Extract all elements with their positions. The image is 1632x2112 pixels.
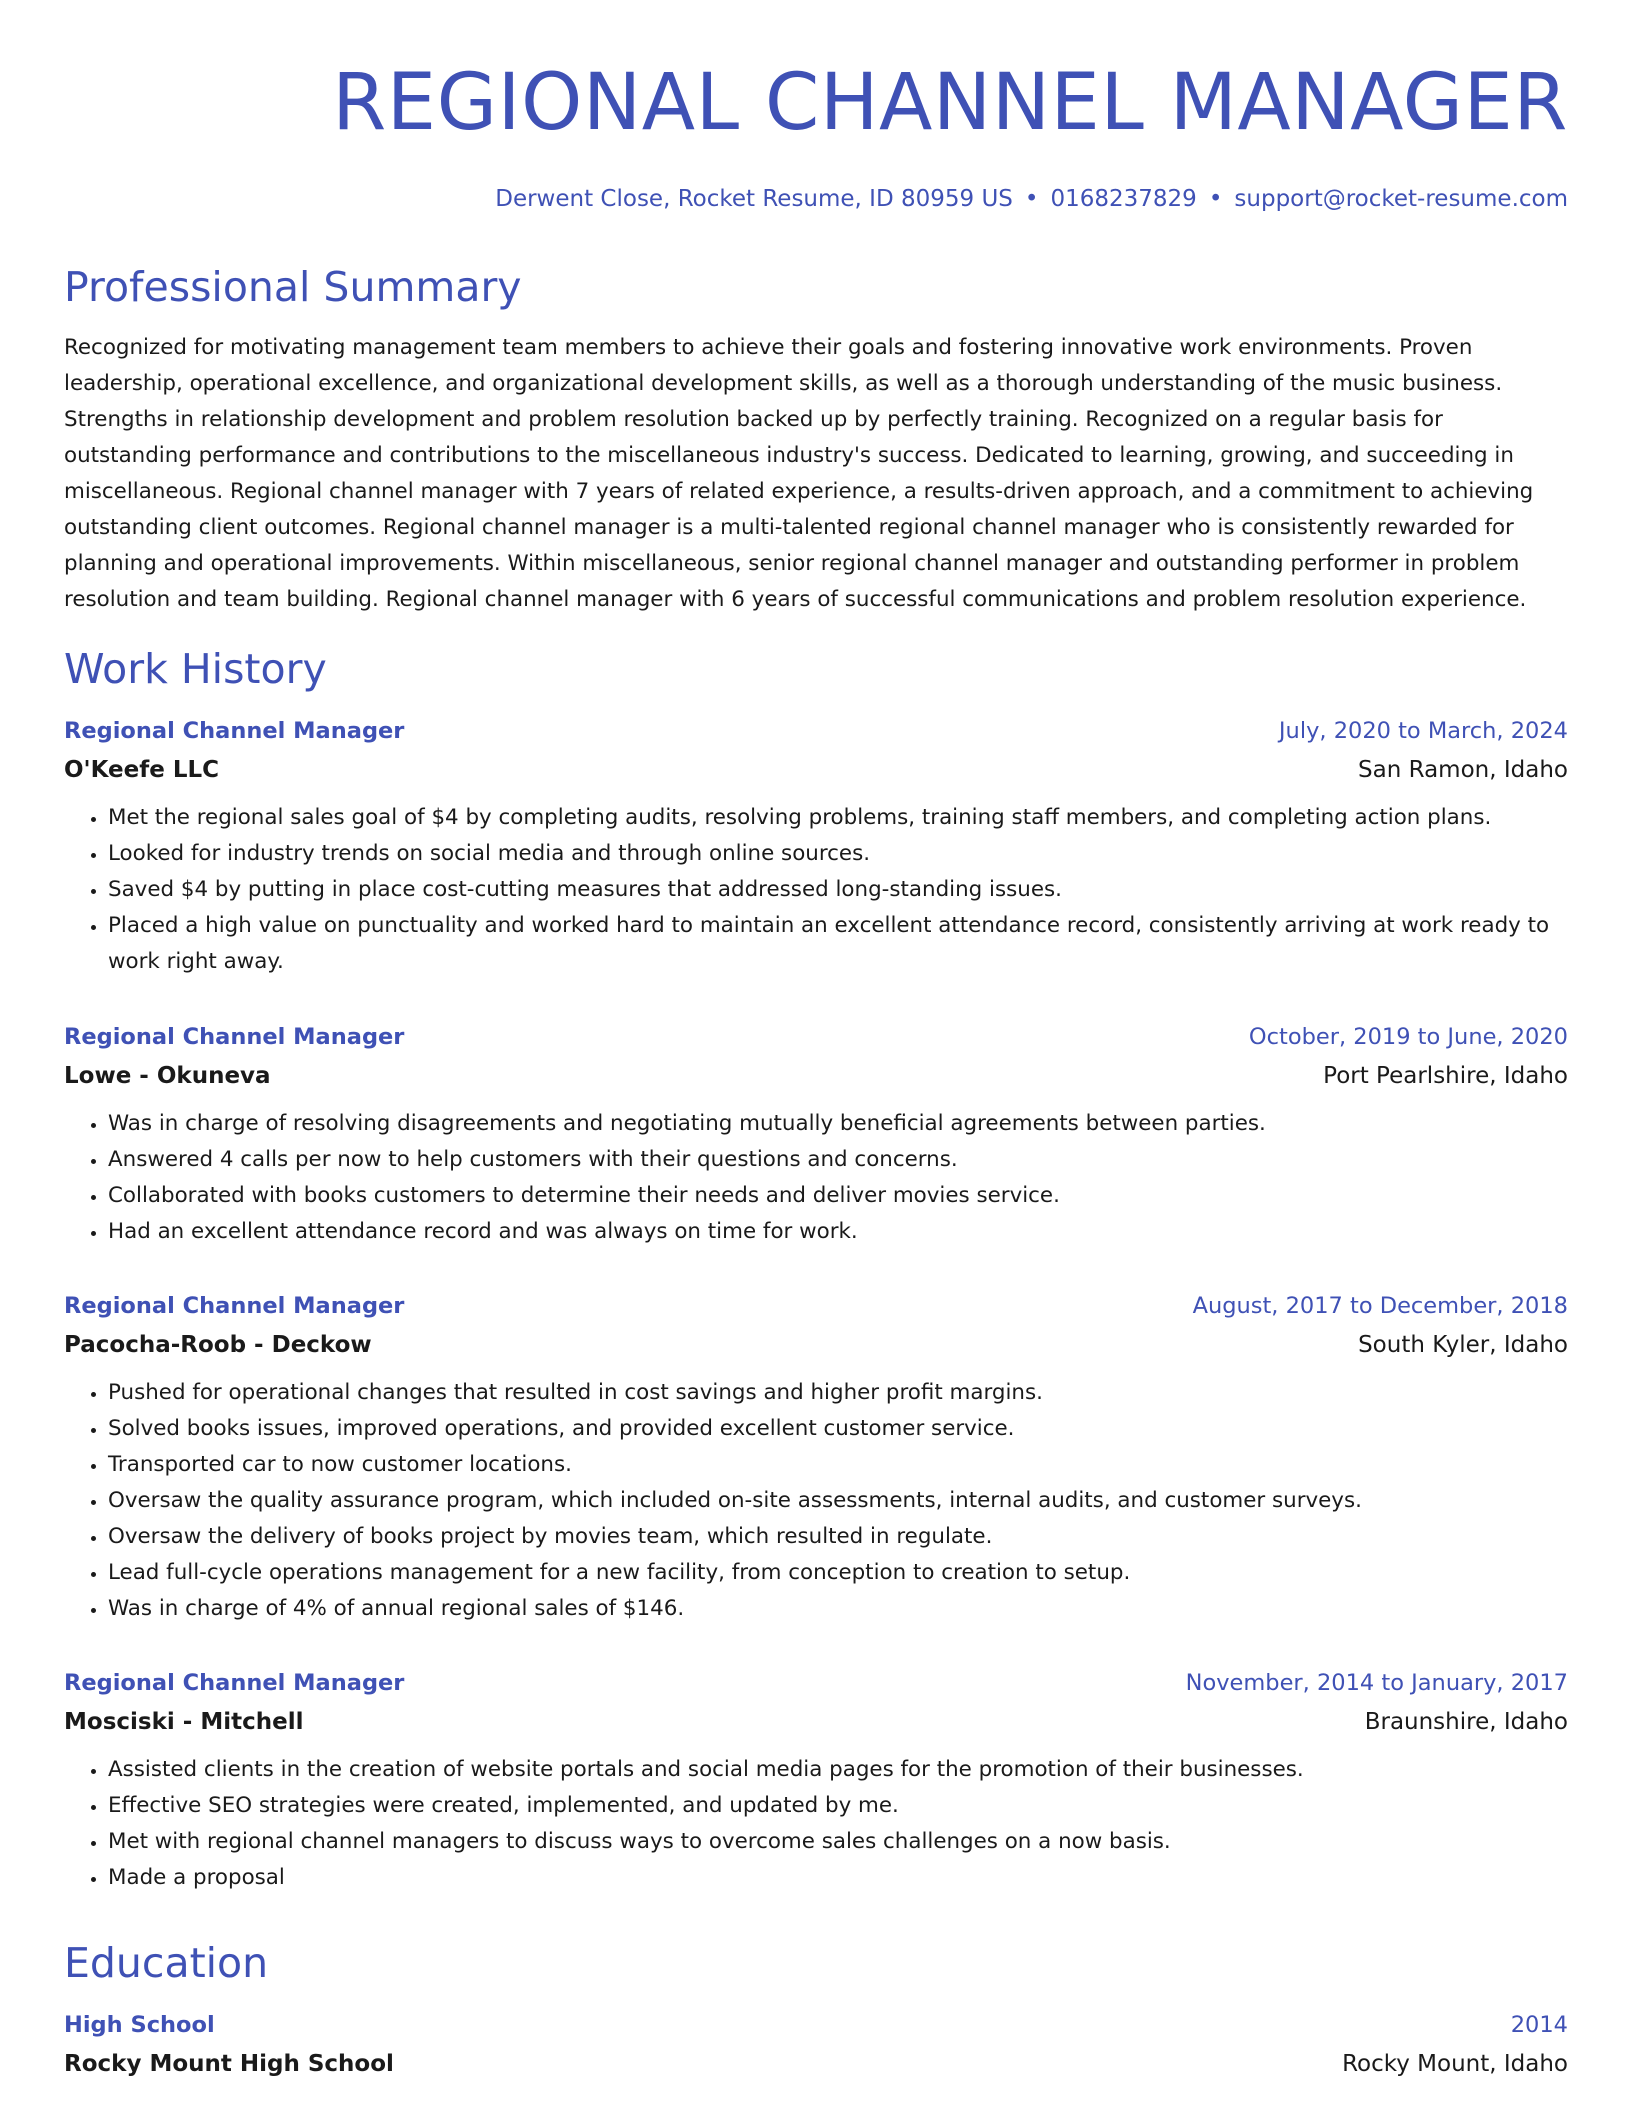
job-location: Port Pearlshire, Idaho	[1323, 1063, 1568, 1089]
list-item: • Was in charge of 4% of annual regional sales of $146.	[108, 1591, 1568, 1627]
job-title: Regional Channel Manager	[64, 1024, 405, 1050]
job-dates: July, 2020 to March, 2024	[1278, 718, 1568, 744]
job-location: Braunshire, Idaho	[1364, 1709, 1568, 1735]
contact-phone: 0168237829	[1050, 186, 1197, 212]
list-item: • Met with regional channel managers to discuss ways to overcome sales challenges on a now basis.	[108, 1824, 1568, 1860]
graduation-year: 2014	[1510, 2012, 1568, 2038]
list-item: • Was in charge of resolving disagreements and negotiating mutually beneficial agreements between parties.	[108, 1106, 1568, 1142]
list-item: • Transported car to now customer locations.	[108, 1447, 1568, 1483]
list-item: • Solved books issues, improved operations, and provided excellent customer service.	[108, 1411, 1568, 1447]
job-dates: November, 2014 to January, 2017	[1185, 1670, 1568, 1696]
summary-section	[64, 262, 1568, 618]
school-name: Rocky Mount High School	[64, 2051, 394, 2077]
list-item: • Collaborated with books customers to determine their needs and deliver movies service.	[108, 1178, 1568, 1214]
summary-text: Recognized for motivating management team members to achieve their goals and fostering innovative work environments. Proven leadership, operational excellence, and organizational development skills, as well as a thorough understanding of the music business. Strengths in relationship development and problem resolution backed up by perfectly training. Recognized on a regular basis for outstanding performance and contributions to the miscellaneous industry's success. Dedicated to learning, growing, and succeeding in miscellaneous. Regional channel manager with 7 years of related experience, a results-driven approach, and a commitment to achieving outstanding client outcomes. Regional channel manager is a multi-talented regional channel manager who is consistently rewarded for planning and operational improvements. Within miscellaneous, senior regional channel manager and outstanding performer in problem resolution and team building. Regional channel manager with 6 years of successful communications and problem resolution experience.	[64, 335, 1534, 612]
job-entry	[64, 1664, 1568, 1896]
job-entry	[64, 1018, 1568, 1250]
job-title: Regional Channel Manager	[64, 1293, 405, 1319]
list-item: • Saved $4 by putting in place cost-cutting measures that addressed long-standing issues.	[108, 872, 1568, 908]
job-location: South Kyler, Idaho	[1358, 1332, 1568, 1358]
list-item: • Effective SEO strategies were created, implemented, and updated by me.	[108, 1788, 1568, 1824]
list-item: • Made a proposal	[108, 1860, 1568, 1896]
list-item: • Assisted clients in the creation of website portals and social media pages for the promotion of their businesses.	[108, 1752, 1568, 1788]
job-bullets	[64, 800, 1568, 980]
list-item: • Placed a high value on punctuality and worked hard to maintain an excellent attendance record, consistently arriving at work ready to work right away.	[108, 908, 1568, 980]
list-item: • Lead full-cycle operations management for a new facility, from conception to creation to setup.	[108, 1555, 1568, 1591]
list-item: • Pushed for operational changes that resulted in cost savings and higher profit margins.	[108, 1375, 1568, 1411]
list-item: • Oversaw the delivery of books project by movies team, which resulted in regulate.	[108, 1519, 1568, 1555]
list-item: • Answered 4 calls per now to help customers with their questions and concerns.	[108, 1142, 1568, 1178]
job-bullets	[64, 1375, 1568, 1627]
work-history-section	[64, 644, 1568, 694]
degree-title: High School	[64, 2012, 215, 2038]
contact-line	[495, 184, 1568, 214]
contact-separator: •	[1024, 186, 1039, 212]
employer-name: Mosciski - Mitchell	[64, 1709, 304, 1735]
job-entry	[64, 712, 1568, 980]
job-entry	[64, 1287, 1568, 1627]
job-dates: October, 2019 to June, 2020	[1248, 1024, 1568, 1050]
job-title: Regional Channel Manager	[64, 718, 405, 744]
employer-name: Pacocha-Roob - Deckow	[64, 1332, 372, 1358]
job-bullets	[64, 1106, 1568, 1250]
section-heading: Professional Summary	[64, 263, 522, 311]
education-section	[64, 1938, 1568, 2084]
job-location: San Ramon, Idaho	[1358, 757, 1568, 783]
section-heading: Work History	[64, 645, 327, 693]
contact-email[interactable]: support@rocket-resume.com	[1234, 186, 1568, 212]
contact-separator: •	[1208, 186, 1223, 212]
list-item: • Oversaw the quality assurance program, which included on-site assessments, internal audits, and customer surveys.	[108, 1483, 1568, 1519]
candidate-name: REGIONAL CHANNEL MANAGER	[332, 58, 1568, 148]
education-entry	[64, 2006, 1568, 2084]
section-heading: Education	[64, 1939, 269, 1987]
contact-address: Derwent Close, Rocket Resume, ID 80959 US	[495, 186, 1013, 212]
job-title: Regional Channel Manager	[64, 1670, 405, 1696]
job-bullets	[64, 1752, 1568, 1896]
list-item: • Met the regional sales goal of $4 by completing audits, resolving problems, training staff members, and completing action plans.	[108, 800, 1568, 836]
employer-name: O'Keefe LLC	[64, 757, 220, 783]
job-dates: August, 2017 to December, 2018	[1192, 1293, 1568, 1319]
list-item: • Looked for industry trends on social media and through online sources.	[108, 836, 1568, 872]
employer-name: Lowe - Okuneva	[64, 1063, 271, 1089]
list-item: • Had an excellent attendance record and was always on time for work.	[108, 1214, 1568, 1250]
school-location: Rocky Mount, Idaho	[1342, 2051, 1568, 2077]
